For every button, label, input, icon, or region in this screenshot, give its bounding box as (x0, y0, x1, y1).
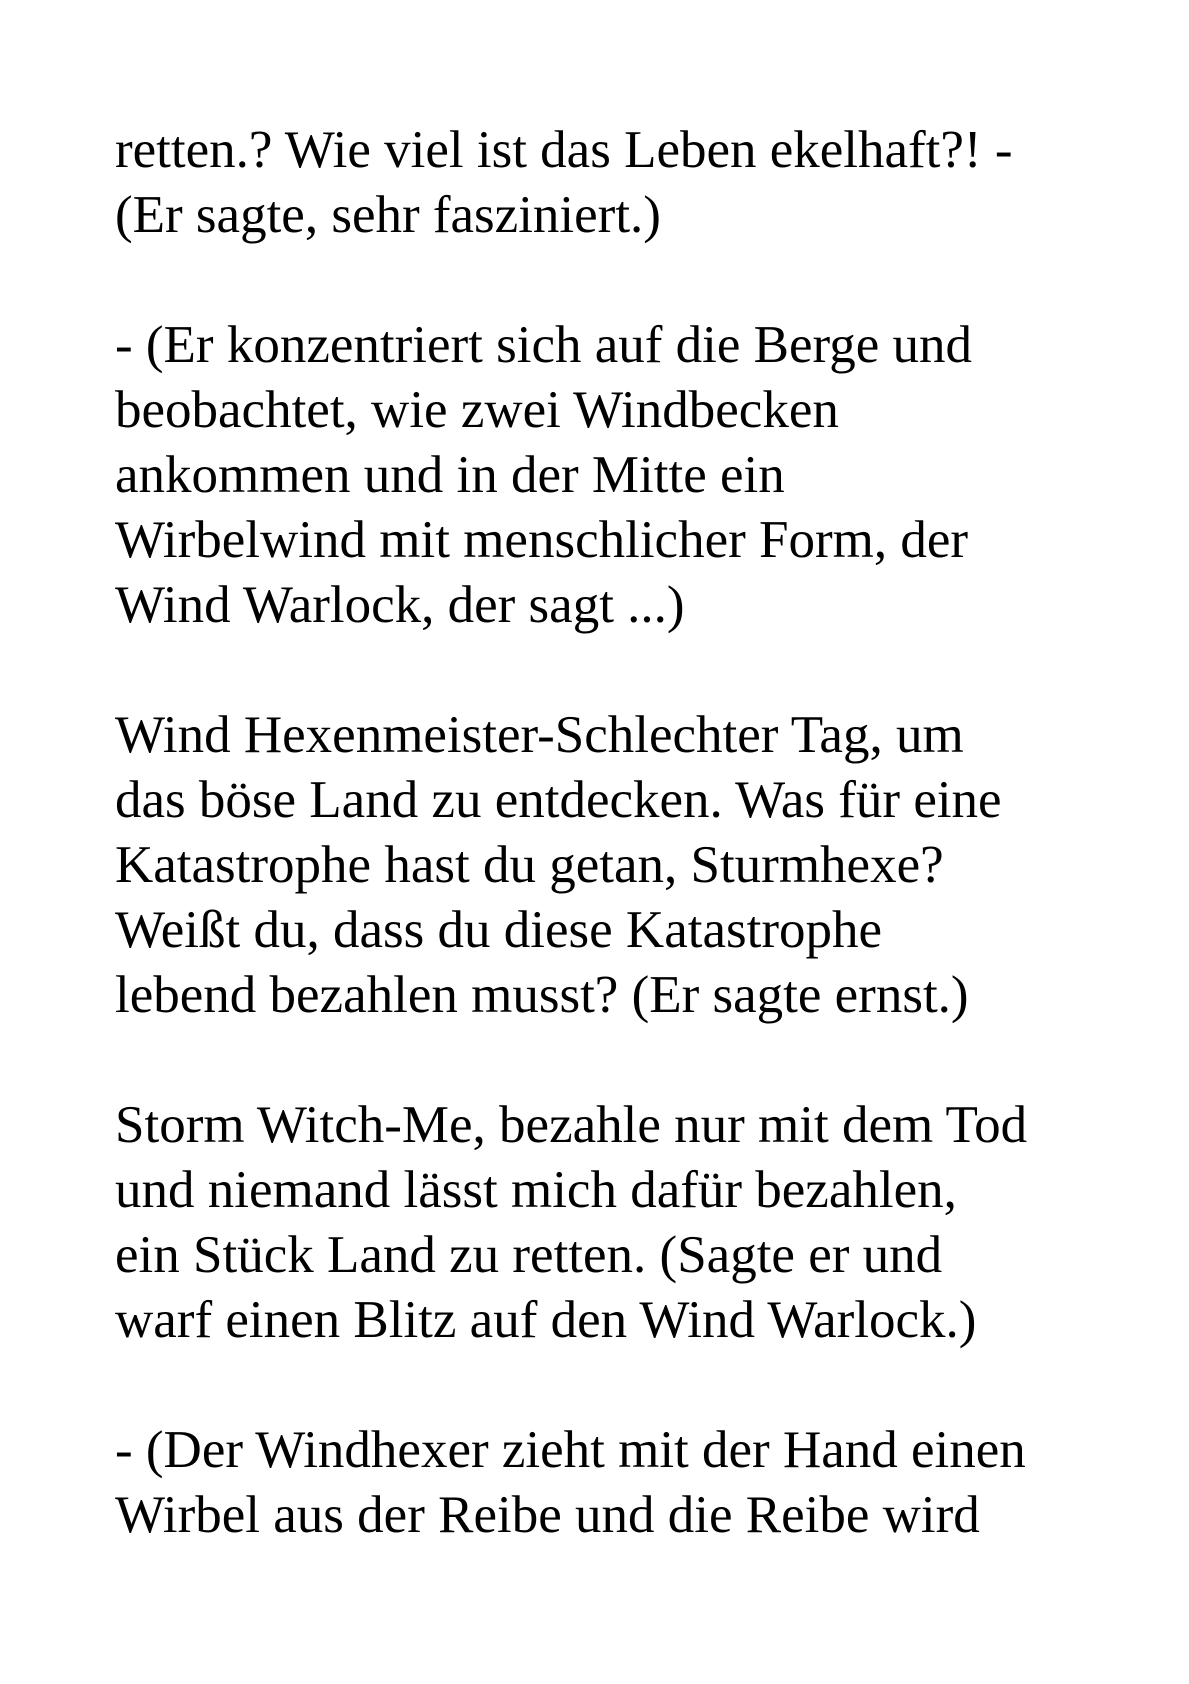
paragraph-gap (115, 1353, 1115, 1418)
paragraph-gap (115, 1028, 1115, 1093)
paragraph (115, 313, 1115, 638)
text-line: (Er sagte, sehr fasziniert.) (115, 186, 661, 244)
text-line: Wind Hexenmeister-Schlechter Tag, um (115, 706, 964, 764)
text-line: Wirbel aus der Reibe und die Reibe wird (115, 1486, 980, 1544)
paragraph-gap (115, 248, 1115, 313)
text-line: Wirbelwind mit menschlicher Form, der (115, 511, 969, 569)
text-line: das böse Land zu entdecken. Was für eine (115, 771, 1002, 829)
text-line: - (Der Windhexer zieht mit der Hand einen (115, 1421, 1026, 1479)
text-line: lebend bezahlen musst? (Er sagte ernst.) (115, 966, 969, 1024)
text-line: beobachtet, wie zwei Windbecken (115, 381, 839, 439)
paragraph (115, 1418, 1115, 1548)
paragraph (115, 1093, 1115, 1353)
text-line: Katastrophe hast du getan, Sturmhexe? (115, 836, 944, 894)
paragraph (115, 703, 1115, 1028)
text-line: Weißt du, dass du diese Katastrophe (115, 901, 882, 959)
text-line: ein Stück Land zu retten. (Sagte er und (115, 1226, 943, 1284)
text-line: - (Er konzentriert sich auf die Berge und (115, 316, 973, 374)
text-line: und niemand lässt mich dafür bezahlen, (115, 1161, 957, 1219)
text-line: retten.? Wie viel ist das Leben ekelhaft?! - (115, 121, 1013, 179)
paragraph-gap (115, 638, 1115, 703)
text-line: Storm Witch-Me, bezahle nur mit dem Tod (115, 1096, 1028, 1154)
story-text (115, 118, 1115, 1548)
text-line: warf einen Blitz auf den Wind Warlock.) (115, 1291, 977, 1349)
text-line: ankommen und in der Mitte ein (115, 446, 785, 504)
paragraph (115, 118, 1115, 248)
text-line: Wind Warlock, der sagt ...) (115, 576, 685, 634)
